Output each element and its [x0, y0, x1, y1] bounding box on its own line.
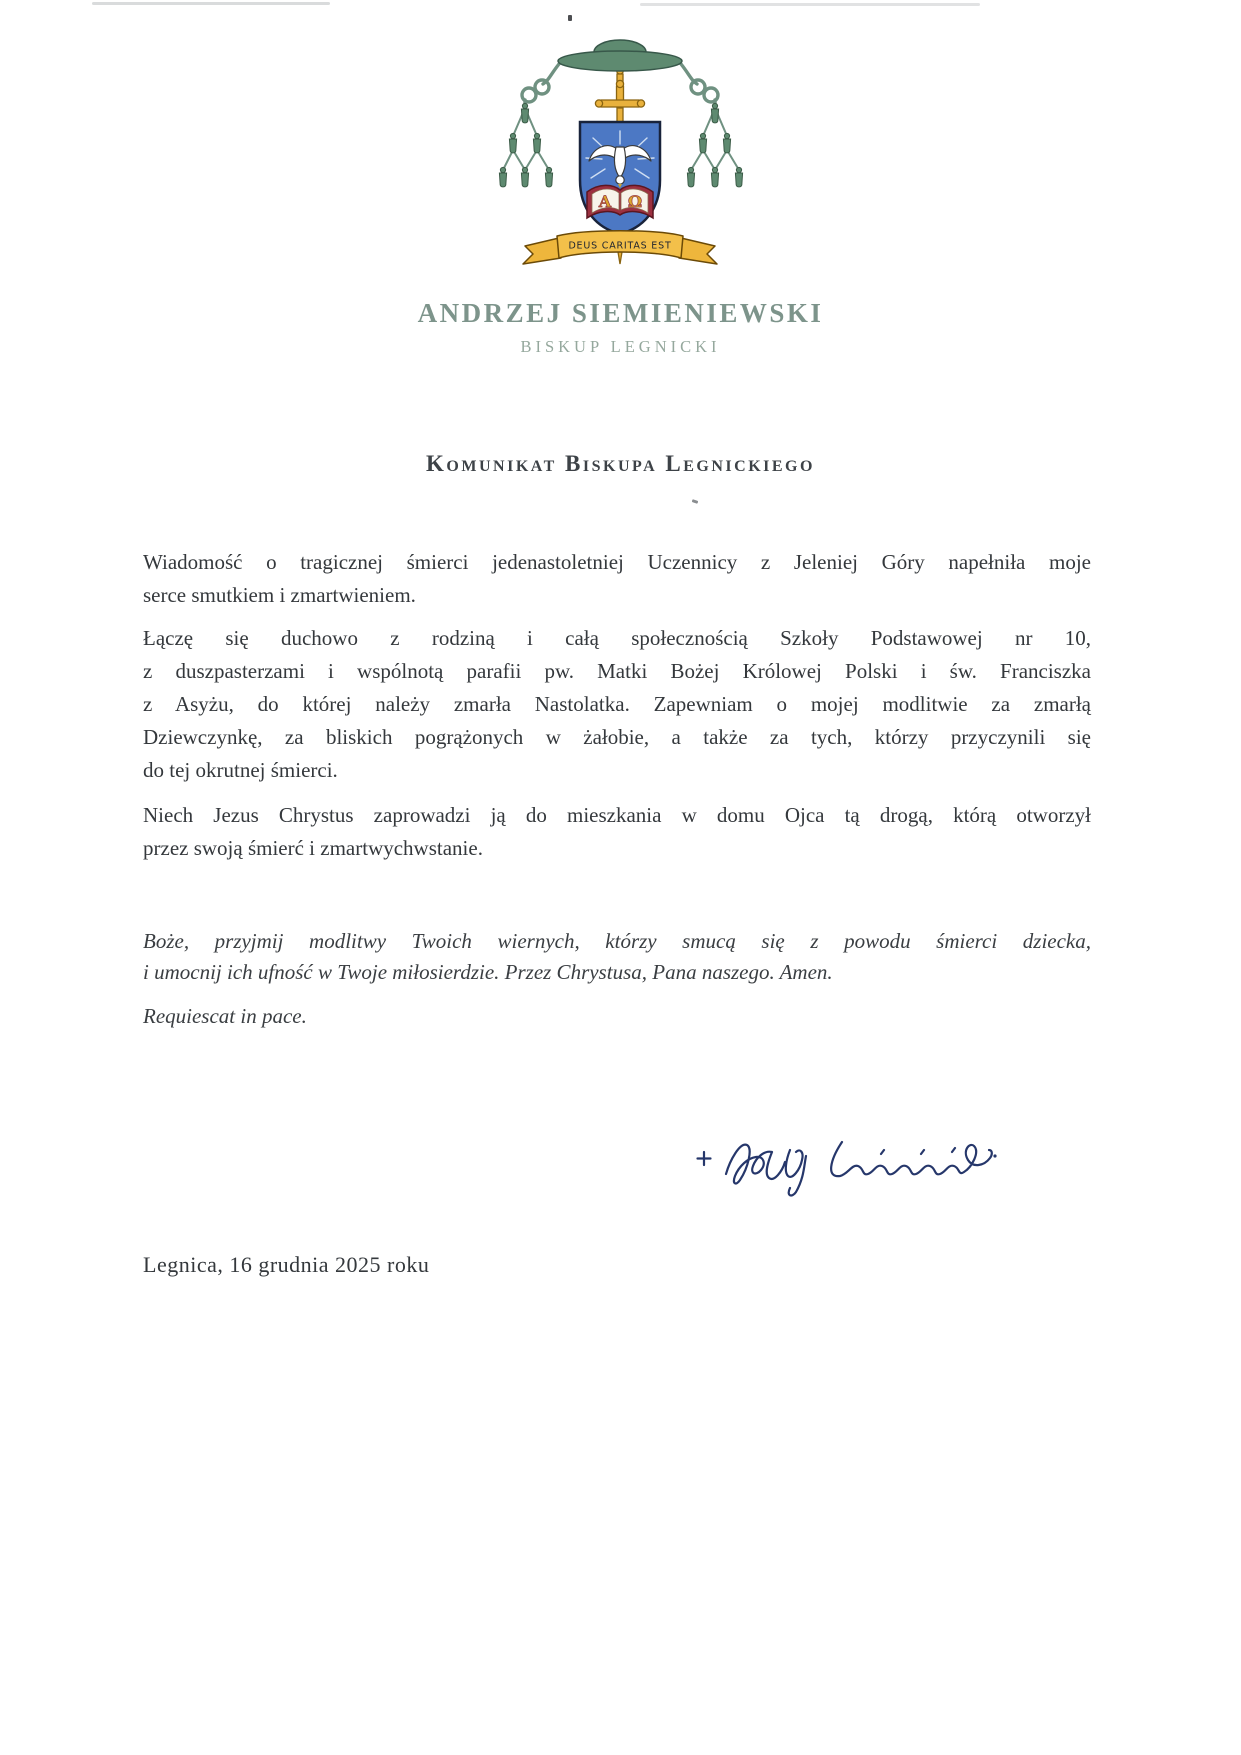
paragraph-3 — [143, 799, 1091, 865]
prayer-line: i umocnij ich ufność w Twoje miłosierdzie. Przez Chrystusa, Pana naszego. Amen. — [143, 960, 833, 984]
dateline: Legnica, 16 grudnia 2025 roku — [143, 1252, 430, 1277]
scan-artifact — [92, 2, 330, 5]
body-line: z Asyżu, do której należy zmarła Nastolatka. Zapewniam o mojej modlitwie za zmarłą — [143, 692, 1091, 716]
body-line: Niech Jezus Chrystus zaprowadzi ją do mieszkania w domu Ojca tą drogą, którą otworzył — [143, 803, 1091, 827]
alpha-omega-book — [587, 185, 653, 218]
body-line: serce smutkiem i zmartwieniem. — [143, 583, 416, 607]
episcopal-coat-of-arms — [495, 34, 745, 284]
body-line: z duszpasterzami i wspólnotą parafii pw. Matki Bożej Królowej Polski i św. Franciszka — [143, 659, 1091, 683]
scan-speck — [692, 499, 699, 504]
signature-cross — [698, 1152, 711, 1165]
galero-hat-icon — [558, 40, 682, 71]
bishop-role: BISKUP LEGNICKI — [520, 337, 721, 356]
handwritten-signature — [690, 1112, 1010, 1202]
body-line: Łączę się duchowo z rodziną i całą społecznością Szkoły Podstawowej nr 10, — [143, 626, 1091, 650]
body-line: Wiadomość o tragicznej śmierci jedenastoletniej Uczennicy z Jeleniej Góry napełniła moje — [143, 550, 1091, 574]
motto-text: DEUS CARITAS EST — [568, 240, 672, 252]
document-title: Komunikat Biskupa Legnickiego — [426, 451, 815, 476]
omega-letter: Ω — [627, 192, 643, 211]
paragraph-1 — [143, 546, 1091, 612]
scan-artifact — [640, 3, 980, 6]
alpha-letter: Α — [598, 192, 612, 211]
prayer-paragraph — [143, 926, 1091, 988]
bishop-name: ANDRZEJ SIEMIENIEWSKI — [417, 298, 824, 328]
requiescat-line: Requiescat in pace. — [143, 1004, 307, 1028]
scan-speck — [568, 15, 572, 21]
body-line: przez swoją śmierć i zmartwychwstanie. — [143, 836, 483, 860]
body-line: do tej okrutnej śmierci. — [143, 758, 338, 782]
prayer-line: Boże, przyjmij modlitwy Twoich wiernych, którzy smucą się z powodu śmierci dziecka, — [143, 929, 1091, 953]
body-line: Dziewczynkę, za bliskich pogrążonych w żałobie, a także za tych, którzy przyczynili się — [143, 725, 1091, 749]
paragraph-2 — [143, 622, 1091, 787]
